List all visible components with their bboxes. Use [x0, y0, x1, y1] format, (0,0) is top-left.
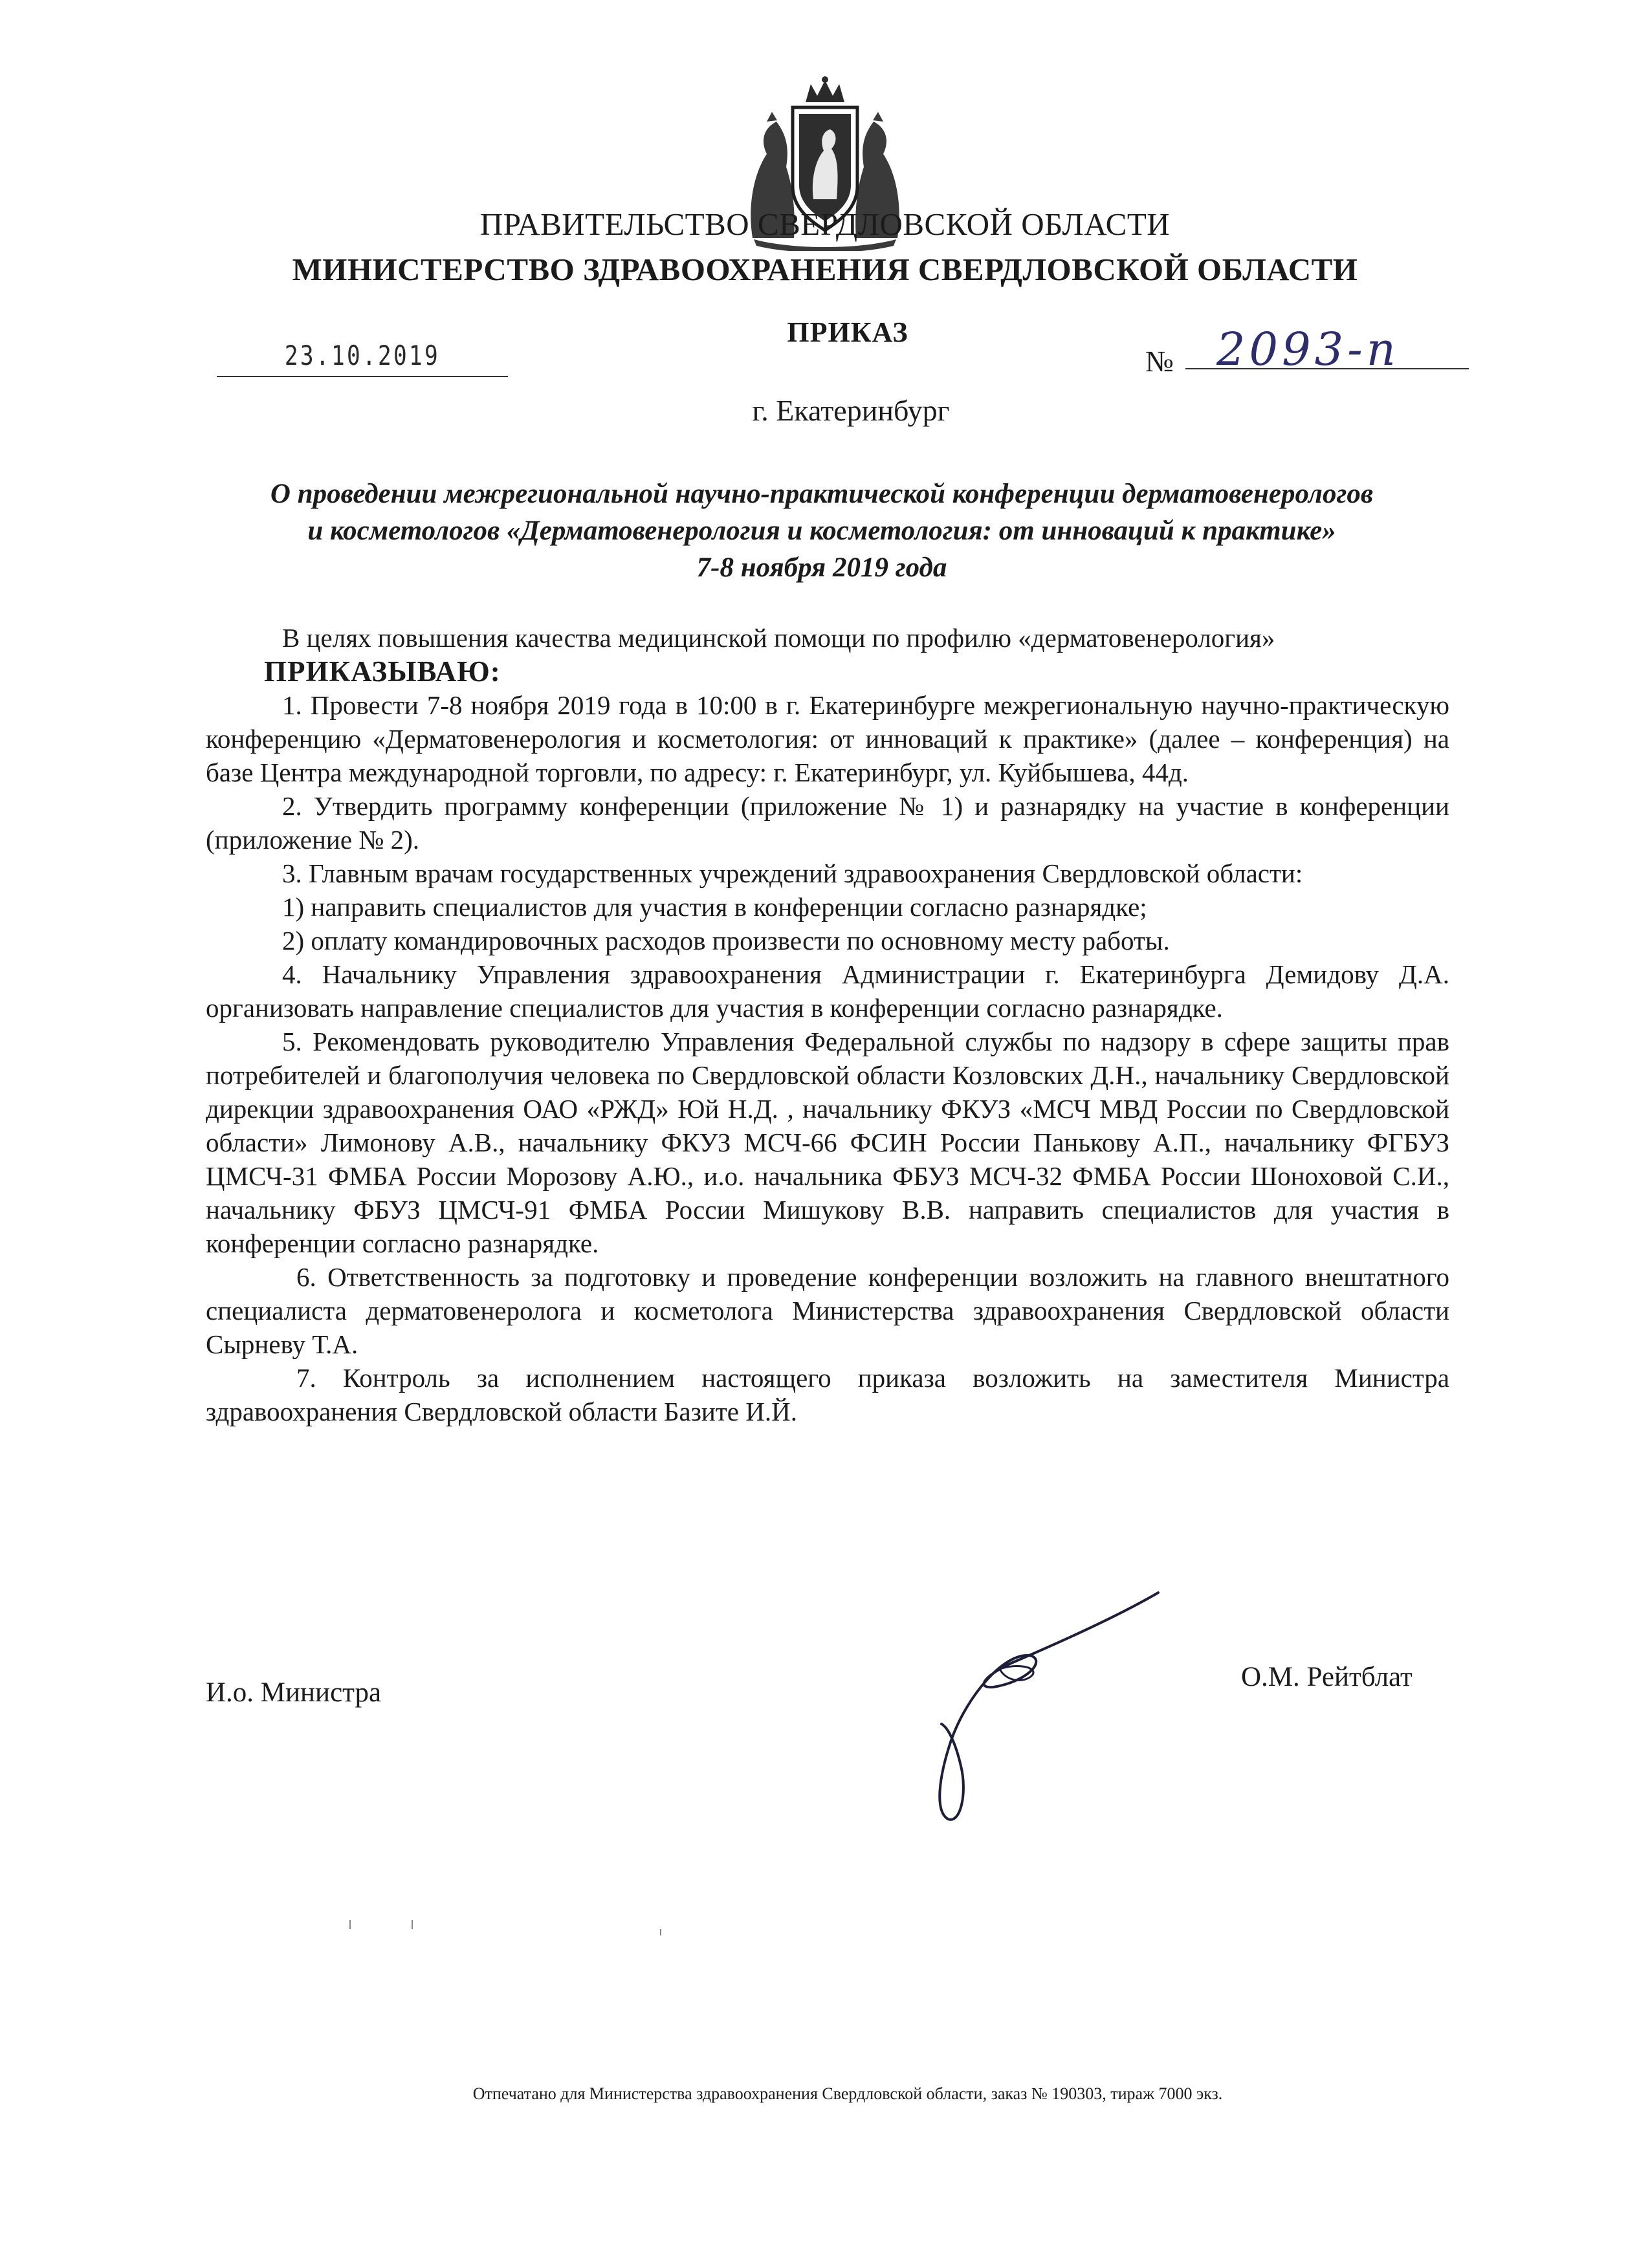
number-sign: № — [1145, 345, 1174, 378]
order-item-3: 3. Главным врачам государственных учреждений здравоохранения Свердловской области: — [282, 858, 1303, 888]
date-field — [217, 340, 508, 377]
preamble: В целях повышения качества медицинской помощи по профилю «дерматовенерология» — [282, 623, 1275, 653]
government-title: ПРАВИТЕЛЬСТВО СВЕРДЛОВСКОЙ ОБЛАСТИ — [479, 206, 1171, 242]
order-item-1: 1. Провести 7-8 ноября 2019 года в 10:00 в г. Екатеринбурге межрегиональную научно-практическую конференцию «Дерматовенерология и косметология: от инноваций к практике» (далее – конференция) на базе Центра международной торговли, по адресу: г. Екатеринбург, ул. Куйбышева, 44д. — [206, 690, 1449, 787]
signer-name: О.М. Рейтблат — [1241, 1662, 1413, 1692]
order-item-6: 6. Ответственность за подготовку и проведение конференции возложить на главного внештатного специалиста дерматовенеролога и косметолога Министерства здравоохранения Свердловской области Сырневу Т.А. — [206, 1262, 1449, 1359]
order-item-5: 5. Рекомендовать руководителю Управления Федеральной службы по надзору в сфере защиты прав потребителей и благополучия человека по Свердловской области Козловских Д.Н., начальнику Свердловской дирекции здравоохранения ОАО «РЖД» Юй Н.Д. , начальнику ФКУЗ «МСЧ МВД России по Свердловской области» Лимонову А.В., начальнику ФКУЗ МСЧ-66 ФСИН России Панькову А.П., начальнику ФГБУЗ ЦМСЧ-31 ФМБА России Морозову А.Ю., и.о. начальника ФБУЗ МСЧ-32 ФМБА России Шоноховой С.И., начальнику ФБУЗ ЦМСЧ-91 ФМБА России Мишукову В.В. направить специалистов для участия в конференции согласно разнарядке. — [206, 1027, 1449, 1258]
order-number: 2093-п — [1216, 323, 1400, 376]
order-item-7: 7. Контроль за исполнением настоящего приказа возложить на заместителя Министра здравоохранения Свердловской области Базите И.Й. — [206, 1363, 1449, 1426]
scan-mark — [349, 1920, 351, 1929]
document-type: ПРИКАЗ — [787, 316, 908, 348]
date-stamp: 23.10.2019 — [284, 340, 441, 371]
subject-line: 7-8 ноября 2019 года — [696, 552, 947, 583]
order-body — [206, 621, 1449, 1428]
order-item-2: 2. Утвердить программу конференции (приложение № 1) и разнарядку на участие в конференции (приложение № 2). — [206, 791, 1449, 855]
subject-line: и косметологов «Дерматовенерология и косметология: от инноваций к практике» — [307, 516, 1336, 546]
print-footer: Отпечатано для Министерства здравоохранения Свердловской области, заказ № 190303, тираж 7000 экз. — [472, 2084, 1223, 2103]
subject-line: О проведении межрегиональной научно-практической конференции дерматовенерологов — [270, 479, 1374, 509]
order-subject — [149, 475, 1495, 586]
scan-mark — [412, 1920, 413, 1929]
scan-mark — [660, 1929, 661, 1935]
order-subitem-3-1: 1) направить специалистов для участия в конференции согласно разнарядке; — [282, 892, 1147, 922]
ministry-title: МИНИСТЕРСТВО ЗДРАВООХРАНЕНИЯ СВЕРДЛОВСКОЙ ОБЛАСТИ — [292, 252, 1358, 287]
order-subitem-3-2: 2) оплату командировочных расходов произвести по основному месту работы. — [282, 926, 1170, 955]
order-item-4: 4. Начальнику Управления здравоохранения Администрации г. Екатеринбурга Демидову Д.А. организовать направление специалистов для участия в конференции согласно разнарядке. — [206, 959, 1449, 1023]
order-number-field — [1145, 323, 1469, 378]
order-word: ПРИКАЗЫВАЮ: — [264, 655, 501, 688]
signer-title: И.о. Министра — [206, 1677, 382, 1708]
handwritten-signature — [903, 1585, 1174, 1831]
city: г. Екатеринбург — [752, 394, 950, 427]
